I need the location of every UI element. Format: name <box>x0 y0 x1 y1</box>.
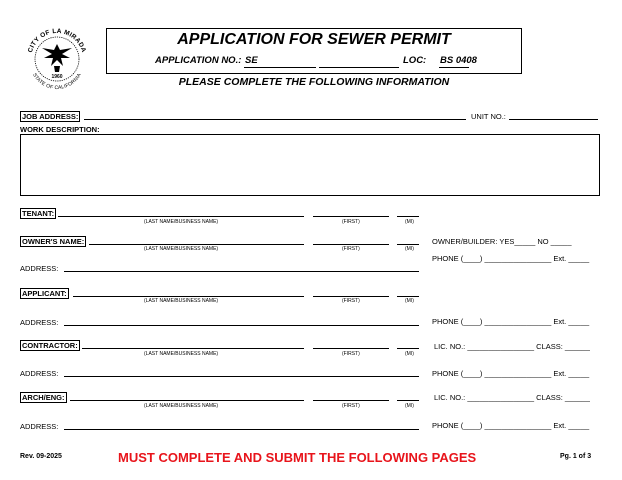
arch-eng-label: ARCH/ENG: <box>22 393 65 402</box>
application-no-line[interactable] <box>244 67 316 68</box>
application-no-line-2[interactable] <box>319 67 399 68</box>
arch-eng-last-name-field[interactable] <box>70 400 304 401</box>
tenant-last-hint: (LAST NAME/BUSINESS NAME) <box>144 219 219 225</box>
arch-eng-address-label: ADDRESS: <box>20 422 59 431</box>
unit-no-field[interactable] <box>509 119 598 120</box>
owner-name-label: OWNER'S NAME: <box>22 237 85 246</box>
owner-first-name-field[interactable] <box>313 244 389 245</box>
loc-line <box>439 67 469 68</box>
contractor-first-name-field[interactable] <box>313 348 389 349</box>
job-address-field[interactable] <box>84 119 466 120</box>
applicant-label: APPLICANT: <box>22 289 67 298</box>
submit-pages-notice: MUST COMPLETE AND SUBMIT THE FOLLOWING PAGES <box>118 450 477 465</box>
owner-mi-field[interactable] <box>397 244 419 245</box>
job-address-label: JOB ADDRESS: <box>22 112 79 121</box>
seal-year: 1960 <box>51 74 63 80</box>
owner-last-hint: (LAST NAME/BUSINESS NAME) <box>144 246 219 252</box>
arch-eng-address-field[interactable] <box>64 429 419 430</box>
tenant-mi-hint: (MI) <box>405 219 414 225</box>
applicant-mi-hint: (MI) <box>405 298 414 304</box>
contractor-address-label: ADDRESS: <box>20 369 59 378</box>
contractor-license-field[interactable]: LIC. NO.: ________________ CLASS: ______ <box>434 342 590 351</box>
tenant-first-hint: (FIRST) <box>342 219 360 225</box>
contractor-address-field[interactable] <box>64 376 419 377</box>
tenant-label: TENANT: <box>22 209 55 218</box>
seal-top-text: CITY OF LA MIRADA <box>26 27 88 54</box>
contractor-phone-field[interactable]: PHONE (____) ________________ Ext. _____ <box>432 369 590 378</box>
owner-phone-field[interactable]: PHONE (____) ________________ Ext. _____ <box>432 254 590 263</box>
arch-eng-first-name-field[interactable] <box>313 400 389 401</box>
title-box <box>106 28 522 74</box>
tenant-last-name-field[interactable] <box>58 216 304 217</box>
form-title: APPLICATION FOR SEWER PERMIT <box>177 31 451 48</box>
owner-address-field[interactable] <box>64 271 419 272</box>
tenant-first-name-field[interactable] <box>313 216 389 217</box>
loc-label: LOC: <box>403 55 427 66</box>
owner-address-label: ADDRESS: <box>20 264 59 273</box>
seal-bird-icon <box>42 44 72 72</box>
applicant-last-hint: (LAST NAME/BUSINESS NAME) <box>144 298 219 304</box>
tenant-mi-field[interactable] <box>397 216 419 217</box>
owner-builder-field[interactable]: OWNER/BUILDER: YES_____ NO _____ <box>432 237 572 246</box>
revision-label: Rev. 09-2025 <box>20 453 62 460</box>
arch-eng-last-hint: (LAST NAME/BUSINESS NAME) <box>144 403 219 409</box>
city-seal-logo <box>22 22 92 92</box>
arch-eng-phone-field[interactable]: PHONE (____) ________________ Ext. _____ <box>432 421 590 430</box>
work-description-field[interactable] <box>20 134 600 196</box>
arch-eng-first-hint: (FIRST) <box>342 403 360 409</box>
seal-bottom-text: STATE OF CALIFORNIA <box>31 72 83 92</box>
applicant-first-name-field[interactable] <box>313 296 389 297</box>
applicant-address-field[interactable] <box>64 325 419 326</box>
contractor-label: CONTRACTOR: <box>22 341 78 350</box>
contractor-last-name-field[interactable] <box>82 348 304 349</box>
work-description-label: WORK DESCRIPTION: <box>20 125 100 134</box>
unit-no-label: UNIT NO.: <box>471 112 506 121</box>
applicant-last-name-field[interactable] <box>73 296 304 297</box>
application-no-label: APPLICATION NO.: <box>155 55 242 66</box>
application-no-value: SE <box>245 55 258 66</box>
owner-mi-hint: (MI) <box>405 246 414 252</box>
arch-eng-mi-field[interactable] <box>397 400 419 401</box>
contractor-mi-field[interactable] <box>397 348 419 349</box>
applicant-address-label: ADDRESS: <box>20 318 59 327</box>
arch-eng-mi-hint: (MI) <box>405 403 414 409</box>
owner-last-name-field[interactable] <box>89 244 304 245</box>
arch-eng-license-field[interactable]: LIC. NO.: ________________ CLASS: ______ <box>434 393 590 402</box>
applicant-first-hint: (FIRST) <box>342 298 360 304</box>
applicant-phone-field[interactable]: PHONE (____) ________________ Ext. _____ <box>432 317 590 326</box>
applicant-mi-field[interactable] <box>397 296 419 297</box>
owner-first-hint: (FIRST) <box>342 246 360 252</box>
page-number: Pg. 1 of 3 <box>560 453 592 460</box>
loc-value: BS 0408 <box>440 55 477 66</box>
form-subtitle: PLEASE COMPLETE THE FOLLOWING INFORMATION <box>178 76 450 88</box>
contractor-last-hint: (LAST NAME/BUSINESS NAME) <box>144 351 219 357</box>
contractor-mi-hint: (MI) <box>405 351 414 357</box>
contractor-first-hint: (FIRST) <box>342 351 360 357</box>
